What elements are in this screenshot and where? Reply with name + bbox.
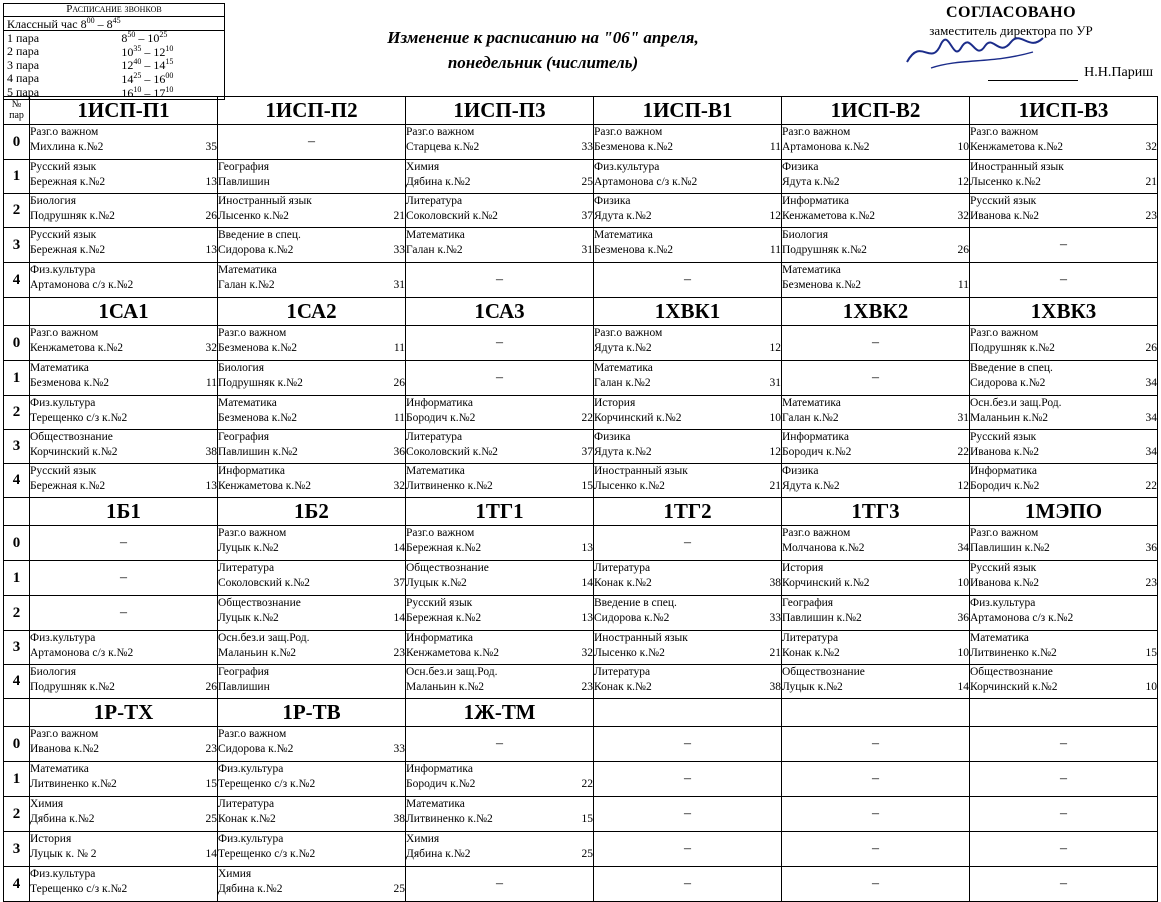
lesson-cell: Химия Дябина к.№2 25: [218, 867, 406, 902]
lesson-cell: Физ.культура Терещенко с/з к.№2: [218, 762, 406, 797]
lesson-cell: Осн.без.и защ.Род. Маланьин к.№2 34: [970, 396, 1158, 430]
lesson-cell: Физ.культура Терещенко с/з к.№2: [30, 396, 218, 430]
lesson-cell: Информатика Бородич к.№2 22: [406, 762, 594, 797]
group-header: 1ТГ2: [594, 498, 782, 526]
lesson-cell: Литература Конак к.№2 38: [218, 797, 406, 832]
lesson-cell: Математика Безменова к.№2 11: [594, 228, 782, 263]
lesson-cell: Разг.о важном Луцык к.№2 14: [218, 526, 406, 561]
lesson-cell: Иностранный язык Лысенко к.№2 21: [970, 160, 1158, 194]
lesson-cell: Русский язык Бережная к.№2 13: [30, 464, 218, 498]
bell-rows-body: [4, 31, 224, 99]
lesson-cell: Русский язык Иванова к.№2 34: [970, 430, 1158, 464]
lesson-cell-empty: –: [594, 526, 782, 561]
lesson-cell: Информатика Кенжаметова к.№2 32: [218, 464, 406, 498]
lesson-cell: Математика Литвиненко к.№2 15: [970, 631, 1158, 665]
lesson-cell: Осн.без.и защ.Род. Маланьин к.№2 23: [406, 665, 594, 699]
lesson-cell: Биология Подрушняк к.№2 26: [782, 228, 970, 263]
lesson-cell: Математика Галан к.№2 31: [782, 396, 970, 430]
group-header: 1ТГ1: [406, 498, 594, 526]
approval-signature-row: [861, 65, 1161, 81]
lesson-cell: Разг.о важном Сидорова к.№2 33: [218, 727, 406, 762]
lesson-cell: Литература Соколовский к.№2 37: [218, 561, 406, 596]
lesson-cell-empty: –: [970, 797, 1158, 832]
lesson-row: [4, 526, 1158, 561]
lesson-row: [4, 867, 1158, 902]
lesson-cell: Разг.о важном Артамонова к.№2 10: [782, 125, 970, 160]
bell-row-name: 4 пара: [7, 71, 40, 86]
bell-row: [4, 72, 224, 86]
lesson-number: 4: [4, 665, 30, 699]
group-header-empty: [782, 699, 970, 727]
lesson-number: 0: [4, 125, 30, 160]
schedule-table: [3, 96, 1158, 902]
group-header: 1ХВК3: [970, 298, 1158, 326]
lesson-cell: Физика Ядута к.№2 12: [782, 464, 970, 498]
lesson-cell: Введение в спец. Сидорова к.№2 33: [218, 228, 406, 263]
group-header: 1ИСП-П3: [406, 97, 594, 125]
lesson-cell: Литература Конак к.№2 10: [782, 631, 970, 665]
lesson-cell-empty: –: [594, 727, 782, 762]
lesson-cell: Иностранный язык Лысенко к.№2 21: [218, 194, 406, 228]
lesson-cell: Химия Дябина к.№2 25: [406, 160, 594, 194]
lesson-row: [4, 464, 1158, 498]
lesson-cell: Физ.культура Артамонова с/з к.№2: [30, 631, 218, 665]
lesson-cell: География Павлишин к.№2 36: [782, 596, 970, 631]
lesson-row: [4, 797, 1158, 832]
lesson-cell: Русский язык Иванова к.№2 23: [970, 194, 1158, 228]
lesson-cell: Русский язык Бережная к.№2 13: [30, 160, 218, 194]
lesson-cell-empty: –: [406, 361, 594, 396]
bell-row-name: 5 пара: [7, 85, 40, 100]
lesson-cell: Обществознание Луцык к.№2 14: [406, 561, 594, 596]
lesson-cell: Русский язык Бережная к.№2 13: [406, 596, 594, 631]
lesson-number: 2: [4, 194, 30, 228]
page-header: [0, 0, 1161, 100]
bell-row-time: $12^{40} - 14^{15}$: [121, 57, 174, 73]
bell-rows-table: [4, 31, 224, 99]
lesson-cell: Литература Соколовский к.№2 37: [406, 430, 594, 464]
lesson-cell-empty: –: [406, 263, 594, 298]
lesson-cell-empty: –: [30, 561, 218, 596]
group-header-row: [4, 699, 1158, 727]
lesson-cell: Математика Литвиненко к.№2 15: [406, 797, 594, 832]
lesson-cell-empty: –: [406, 867, 594, 902]
lesson-cell-empty: –: [594, 762, 782, 797]
lesson-cell: Химия Дябина к.№2 25: [406, 832, 594, 867]
lesson-cell: Разг.о важном Подрушняк к.№2 26: [970, 326, 1158, 361]
lesson-cell: Разг.о важном Молчанова к.№2 34: [782, 526, 970, 561]
lesson-number: 4: [4, 867, 30, 902]
lesson-cell: География Павлишин: [218, 665, 406, 699]
lesson-cell-empty: –: [594, 867, 782, 902]
page-title: [225, 0, 861, 75]
lesson-number: 1: [4, 160, 30, 194]
lesson-row: [4, 361, 1158, 396]
bell-row: [4, 45, 224, 59]
lesson-cell: Разг.о важном Бережная к.№2 13: [406, 526, 594, 561]
lesson-number: 3: [4, 228, 30, 263]
lesson-cell: История Луцык к. № 2 14: [30, 832, 218, 867]
lesson-number: 4: [4, 464, 30, 498]
class-hour-label: Классный час: [7, 16, 78, 31]
lesson-cell: Русский язык Иванова к.№2 23: [970, 561, 1158, 596]
lesson-cell: Информатика Бородич к.№2 22: [970, 464, 1158, 498]
lesson-number: 2: [4, 596, 30, 631]
lesson-cell: Математика Безменова к.№2 11: [30, 361, 218, 396]
lesson-row: [4, 263, 1158, 298]
lesson-cell: География Павлишин к.№2 36: [218, 430, 406, 464]
lesson-cell-empty: –: [782, 832, 970, 867]
lesson-row: [4, 727, 1158, 762]
bell-row-time: $8^{50} - 10^{25}$: [121, 30, 168, 46]
lesson-cell: Разг.о важном Старцева к.№2 33: [406, 125, 594, 160]
lesson-number: 3: [4, 631, 30, 665]
lesson-cell: Русский язык Бережная к.№2 13: [30, 228, 218, 263]
bell-row: [4, 31, 224, 45]
lesson-row: [4, 326, 1158, 361]
lesson-cell: История Корчинский к.№2 10: [594, 396, 782, 430]
lesson-cell: Информатика Кенжаметова к.№2 32: [406, 631, 594, 665]
group-header-empty: [594, 699, 782, 727]
lesson-cell: Разг.о важном Кенжаметова к.№2 32: [970, 125, 1158, 160]
lesson-number: 1: [4, 361, 30, 396]
lesson-cell-empty: –: [782, 361, 970, 396]
lesson-number: 3: [4, 832, 30, 867]
lesson-row: [4, 762, 1158, 797]
bell-row-name: 1 пара: [7, 30, 40, 45]
group-header: 1ИСП-В3: [970, 97, 1158, 125]
lesson-cell-empty: –: [594, 832, 782, 867]
group-header: 1Ж-ТМ: [406, 699, 594, 727]
lesson-row: [4, 631, 1158, 665]
lesson-row: [4, 125, 1158, 160]
group-header-row: [4, 97, 1158, 125]
lesson-cell: Иностранный язык Лысенко к.№2 21: [594, 464, 782, 498]
lesson-number: 2: [4, 797, 30, 832]
lesson-row: [4, 430, 1158, 464]
lesson-cell-empty: –: [406, 326, 594, 361]
group-header: 1ИСП-П1: [30, 97, 218, 125]
lesson-cell: Математика Литвиненко к.№2 15: [30, 762, 218, 797]
num-column-header-spacer: [4, 298, 30, 326]
class-hour-time: $8^{00} - 8^{45}$: [80, 15, 121, 31]
lesson-cell: Биология Подрушняк к.№2 26: [30, 194, 218, 228]
group-header: 1СА1: [30, 298, 218, 326]
lesson-number: 1: [4, 561, 30, 596]
lesson-cell: Математика Галан к.№2 31: [406, 228, 594, 263]
lesson-cell-empty: –: [782, 326, 970, 361]
lesson-row: [4, 396, 1158, 430]
lesson-cell: Физика Ядута к.№2 12: [594, 430, 782, 464]
lesson-cell: Физ.культура Артамонова с/з к.№2: [594, 160, 782, 194]
group-header: 1Б2: [218, 498, 406, 526]
lesson-cell: История Корчинский к.№2 10: [782, 561, 970, 596]
group-header: 1ХВК1: [594, 298, 782, 326]
lesson-row: [4, 596, 1158, 631]
num-column-header: № пар: [4, 97, 30, 125]
lesson-cell: Физика Ядута к.№2 12: [594, 194, 782, 228]
lesson-cell: Литература Соколовский к.№2 37: [406, 194, 594, 228]
group-header: 1ИСП-П2: [218, 97, 406, 125]
lesson-cell: Информатика Кенжаметова к.№2 32: [782, 194, 970, 228]
lesson-cell: Физ.культура Терещенко с/з к.№2: [30, 867, 218, 902]
lesson-cell: Химия Дябина к.№2 25: [30, 797, 218, 832]
lesson-cell: Обществознание Луцык к.№2 14: [782, 665, 970, 699]
lesson-cell: Математика Безменова к.№2 11: [782, 263, 970, 298]
signature-line: [988, 67, 1078, 81]
lesson-cell-empty: –: [30, 596, 218, 631]
lesson-row: [4, 160, 1158, 194]
lesson-cell: Математика Галан к.№2 31: [218, 263, 406, 298]
lesson-cell-empty: –: [782, 727, 970, 762]
approval-block: [861, 0, 1161, 81]
lesson-cell: Физ.культура Артамонова с/з к.№2: [970, 596, 1158, 631]
group-header: 1ИСП-В2: [782, 97, 970, 125]
lesson-cell: Математика Безменова к.№2 11: [218, 396, 406, 430]
page-title-line1: Изменение к расписанию на "06" апреля,: [387, 28, 699, 47]
num-column-header-spacer: [4, 498, 30, 526]
group-header: 1СА2: [218, 298, 406, 326]
lesson-cell: Математика Галан к.№2 31: [594, 361, 782, 396]
lesson-cell-empty: –: [970, 228, 1158, 263]
group-header: 1ХВК2: [782, 298, 970, 326]
lesson-cell-empty: –: [594, 263, 782, 298]
lesson-cell: Иностранный язык Лысенко к.№2 21: [594, 631, 782, 665]
lesson-cell: Литература Конак к.№2 38: [594, 561, 782, 596]
lesson-cell: Информатика Бородич к.№2 22: [782, 430, 970, 464]
group-header: 1Р-ТВ: [218, 699, 406, 727]
lesson-cell: Разг.о важном Ядута к.№2 12: [594, 326, 782, 361]
lesson-cell: География Павлишин: [218, 160, 406, 194]
lesson-row: [4, 194, 1158, 228]
bell-row-time: $10^{35} - 12^{10}$: [121, 43, 174, 59]
group-header-row: [4, 298, 1158, 326]
lesson-cell-empty: –: [782, 762, 970, 797]
lesson-row: [4, 665, 1158, 699]
lesson-cell: Обществознание Корчинский к.№2 38: [30, 430, 218, 464]
lesson-cell-empty: –: [782, 867, 970, 902]
bell-schedule-title: Расписание звонков: [4, 4, 224, 17]
lesson-cell: Физ.культура Артамонова с/з к.№2: [30, 263, 218, 298]
lesson-number: 0: [4, 526, 30, 561]
lesson-cell: Обществознание Луцык к.№2 14: [218, 596, 406, 631]
page-title-line2: понедельник (числитель): [447, 52, 639, 72]
bell-row: [4, 58, 224, 72]
group-header: 1ТГ3: [782, 498, 970, 526]
lesson-cell: Разг.о важном Михлина к.№2 35: [30, 125, 218, 160]
bell-class-hour: [4, 17, 224, 32]
lesson-number: 0: [4, 326, 30, 361]
lesson-cell-empty: –: [970, 727, 1158, 762]
lesson-cell-empty: –: [218, 125, 406, 160]
lesson-cell: Разг.о важном Кенжаметова к.№2 32: [30, 326, 218, 361]
bell-row-name: 2 пара: [7, 44, 40, 59]
lesson-cell-empty: –: [30, 526, 218, 561]
approval-name: Н.Н.Париш: [1084, 65, 1153, 80]
lesson-cell: Информатика Бородич к.№2 22: [406, 396, 594, 430]
group-header: 1МЭПО: [970, 498, 1158, 526]
lesson-cell-empty: –: [970, 263, 1158, 298]
group-header: 1СА3: [406, 298, 594, 326]
bell-row-name: 3 пара: [7, 57, 40, 72]
lesson-row: [4, 561, 1158, 596]
lesson-cell: Физика Ядута к.№2 12: [782, 160, 970, 194]
lesson-number: 3: [4, 430, 30, 464]
lesson-cell: Разг.о важном Безменова к.№2 11: [218, 326, 406, 361]
group-header: 1Р-ТХ: [30, 699, 218, 727]
group-header: 1ИСП-В1: [594, 97, 782, 125]
group-header: 1Б1: [30, 498, 218, 526]
lesson-cell: Биология Подрушняк к.№2 26: [30, 665, 218, 699]
group-header-row: [4, 498, 1158, 526]
lesson-number: 2: [4, 396, 30, 430]
bell-schedule-box: [3, 3, 225, 100]
lesson-cell: Разг.о важном Павлишин к.№2 36: [970, 526, 1158, 561]
lesson-cell-empty: –: [782, 797, 970, 832]
num-column-header-spacer: [4, 699, 30, 727]
lesson-cell: Биология Подрушняк к.№2 26: [218, 361, 406, 396]
lesson-cell-empty: –: [970, 762, 1158, 797]
lesson-cell: Осн.без.и защ.Род. Маланьин к.№2 23: [218, 631, 406, 665]
lesson-cell: Литература Конак к.№2 38: [594, 665, 782, 699]
lesson-cell: Физ.культура Терещенко с/з к.№2: [218, 832, 406, 867]
bell-row-time: $16^{10} - 17^{10}$: [121, 84, 174, 100]
lesson-cell: Введение в спец. Сидорова к.№2 33: [594, 596, 782, 631]
lesson-cell: Разг.о важном Безменова к.№2 11: [594, 125, 782, 160]
bell-row-time: $14^{25} - 16^{00}$: [121, 70, 174, 86]
lesson-row: [4, 832, 1158, 867]
approval-word: СОГЛАСОВАНО: [945, 4, 1077, 21]
lesson-cell: Разг.о важном Иванова к.№2 23: [30, 727, 218, 762]
lesson-number: 4: [4, 263, 30, 298]
lesson-row: [4, 228, 1158, 263]
lesson-number: 0: [4, 727, 30, 762]
lesson-cell-empty: –: [406, 727, 594, 762]
lesson-cell-empty: –: [970, 832, 1158, 867]
lesson-cell-empty: –: [594, 797, 782, 832]
lesson-cell: Математика Литвиненко к.№2 15: [406, 464, 594, 498]
lesson-cell: Введение в спец. Сидорова к.№2 34: [970, 361, 1158, 396]
lesson-cell-empty: –: [970, 867, 1158, 902]
lesson-cell: Обществознание Корчинский к.№2 10: [970, 665, 1158, 699]
approval-role: заместитель директора по УР: [929, 23, 1093, 38]
lesson-number: 1: [4, 762, 30, 797]
group-header-empty: [970, 699, 1158, 727]
